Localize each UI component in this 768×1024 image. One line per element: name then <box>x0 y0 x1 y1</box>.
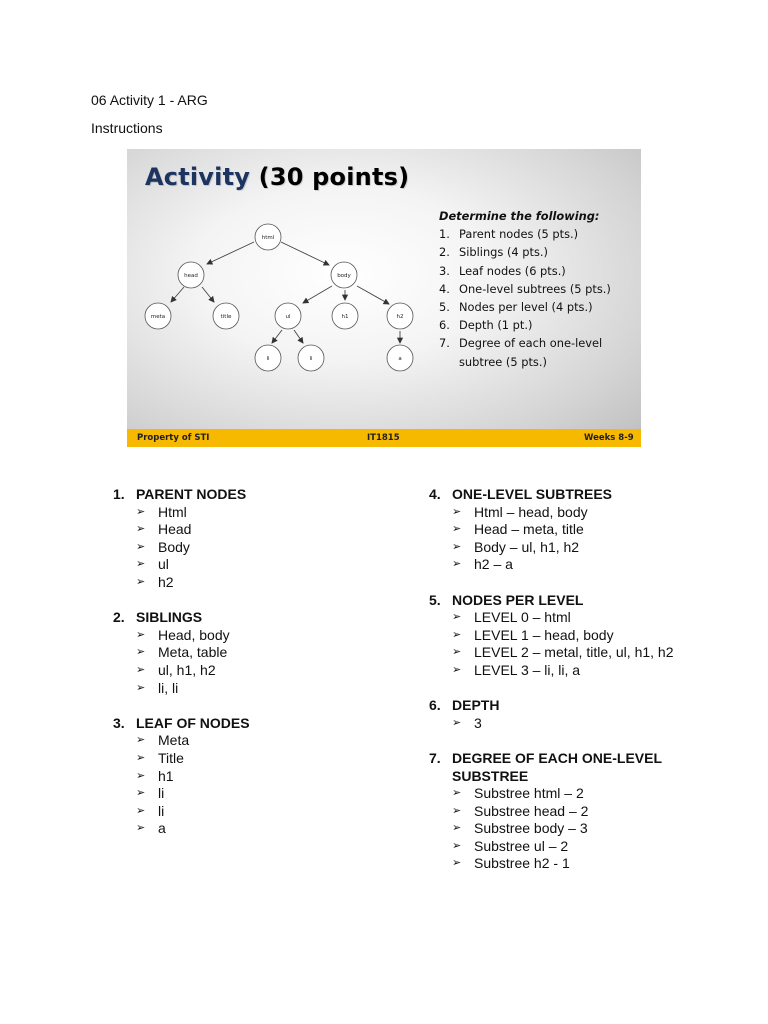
section-number: 6. <box>429 697 441 714</box>
answer-item-text: a <box>158 820 166 837</box>
slide-list-item-number: 1. <box>439 227 450 242</box>
section-number: 1. <box>113 486 125 502</box>
answer-item <box>429 838 729 856</box>
answer-item-text: Substree body – 3 <box>474 820 588 837</box>
answer-section <box>429 697 729 732</box>
arrowhead-bullet-icon: ➢ <box>136 663 146 676</box>
slide-list-item <box>439 334 639 370</box>
footer-course-code: IT1815 <box>367 433 400 443</box>
section-title: SIBLINGS <box>136 609 203 626</box>
footer-left-text: Property of STI <box>137 433 210 443</box>
arrowhead-bullet-icon: ➢ <box>136 751 146 764</box>
arrowhead-bullet-icon: ➢ <box>136 540 146 553</box>
arrowhead-bullet-icon: ➢ <box>452 611 462 624</box>
section-number: 5. <box>429 591 441 608</box>
arrowhead-bullet-icon: ➢ <box>136 769 146 782</box>
answer-item <box>429 855 729 873</box>
answer-item-text: Head <box>158 521 192 538</box>
section-title: LEAF OF NODES <box>136 714 250 731</box>
answer-item-text: LEVEL 3 – li, li, a <box>474 661 581 678</box>
slide-list-item-number: 3. <box>439 263 450 278</box>
answer-item-text: Title <box>158 749 184 766</box>
slide-list-item <box>439 262 639 280</box>
node-label-h2: h2 <box>396 314 404 320</box>
slide-list-item-text: Depth (1 pt.) <box>459 318 533 333</box>
answer-item <box>113 680 403 698</box>
arrowhead-bullet-icon: ➢ <box>452 558 462 571</box>
arrowhead-bullet-icon: ➢ <box>136 787 146 800</box>
slide-task-list <box>439 207 639 371</box>
slide-list-item-number: 6. <box>439 318 450 333</box>
edge-ul-li2 <box>294 330 303 343</box>
slide-list-item-text: Leaf nodes (6 pts.) <box>459 263 566 278</box>
node-label-h1: h1 <box>341 314 349 320</box>
instructions-label: Instructions <box>91 120 163 136</box>
slide-list-item <box>439 225 639 243</box>
answer-item <box>429 820 729 838</box>
arrowhead-bullet-icon: ➢ <box>452 505 462 518</box>
section-heading <box>113 609 403 627</box>
answer-item <box>429 539 729 557</box>
answers-left-column <box>113 486 403 855</box>
arrowhead-bullet-icon: ➢ <box>452 523 462 536</box>
edge-html-head <box>207 242 254 264</box>
arrowhead-bullet-icon: ➢ <box>452 857 462 870</box>
section-number: 4. <box>429 486 441 502</box>
slide-list-item-text: Siblings (4 pts.) <box>459 245 548 260</box>
slide-list-item <box>439 243 639 261</box>
answer-item <box>429 627 729 645</box>
answer-item <box>113 803 403 821</box>
answer-item-text: Substree html – 2 <box>474 785 584 802</box>
edge-head-meta <box>171 287 184 302</box>
section-heading <box>429 592 729 610</box>
slide-list-item-text: Nodes per level (4 pts.) <box>459 300 593 315</box>
answer-item <box>429 662 729 680</box>
answer-item <box>429 504 729 522</box>
arrowhead-bullet-icon: ➢ <box>136 628 146 641</box>
slide-list-item-text: Degree of each one-level subtree (5 pts.) <box>459 336 603 369</box>
answer-section <box>429 592 729 680</box>
answer-item-text: li <box>158 785 165 802</box>
slide-list-item-number: 2. <box>439 245 450 260</box>
answer-item <box>429 715 729 733</box>
arrowhead-bullet-icon: ➢ <box>136 505 146 518</box>
answer-item <box>429 644 729 662</box>
slide-list-item-text: Parent nodes (5 pts.) <box>459 227 579 242</box>
answer-section <box>429 486 729 574</box>
node-label-li2: li <box>309 356 313 362</box>
edge-body-h2 <box>357 286 389 304</box>
answer-section <box>113 715 403 838</box>
node-label-title: title <box>220 314 232 320</box>
answer-item-text: Body <box>158 538 190 555</box>
node-label-ul: ul <box>285 314 291 320</box>
node-label-head: head <box>184 273 198 279</box>
answer-item-text: li, li <box>158 679 179 696</box>
answer-item-text: ul <box>158 556 169 573</box>
arrowhead-bullet-icon: ➢ <box>136 575 146 588</box>
slide-list-item-number: 5. <box>439 300 450 315</box>
slide-list-item-number: 7. <box>439 336 450 351</box>
answer-item <box>113 644 403 662</box>
answer-item-text: Body – ul, h1, h2 <box>474 538 580 555</box>
section-title: PARENT NODES <box>136 486 247 502</box>
slide-title-main: Activity <box>145 163 251 191</box>
answer-item-text: Head – meta, title <box>474 521 584 538</box>
activity-slide-image <box>127 149 641 447</box>
answer-item <box>113 732 403 750</box>
node-label-li1: li <box>266 356 270 362</box>
edge-body-ul <box>303 286 332 303</box>
answers-right-column <box>429 486 729 891</box>
answer-item <box>113 785 403 803</box>
answer-item <box>429 609 729 627</box>
answer-section <box>113 486 403 592</box>
answer-item-text: h2 <box>158 573 174 590</box>
node-label-a: a <box>398 356 402 362</box>
answer-item <box>113 768 403 786</box>
arrowhead-bullet-icon: ➢ <box>452 628 462 641</box>
arrowhead-bullet-icon: ➢ <box>452 839 462 852</box>
arrowhead-bullet-icon: ➢ <box>136 804 146 817</box>
slide-list-item-number: 4. <box>439 281 450 296</box>
answer-item-text: LEVEL 1 – head, body <box>474 626 614 643</box>
answer-item-text: LEVEL 2 – metal, title, ul, h1, h2 <box>474 644 674 661</box>
node-label-body: body <box>337 273 351 279</box>
answer-item-text: Substree h2 - 1 <box>474 855 570 872</box>
section-title: DEGREE OF EACH ONE-LEVEL SUBSTREE <box>452 749 662 784</box>
answer-item <box>429 556 729 574</box>
edge-html-body <box>281 242 329 265</box>
answer-item-text: Meta, table <box>158 644 228 661</box>
answer-item-text: 3 <box>474 714 482 731</box>
section-title: ONE-LEVEL SUBTREES <box>452 486 612 502</box>
answer-item-text: Meta <box>158 732 190 749</box>
section-title: NODES PER LEVEL <box>452 591 584 608</box>
arrowhead-bullet-icon: ➢ <box>136 822 146 835</box>
arrowhead-bullet-icon: ➢ <box>136 646 146 659</box>
arrowhead-bullet-icon: ➢ <box>452 663 462 676</box>
slide-list-item-text: One-level subtrees (5 pts.) <box>459 281 611 296</box>
answer-item <box>429 785 729 803</box>
section-number: 2. <box>113 609 125 626</box>
answer-item-text: LEVEL 0 – html <box>474 609 571 626</box>
slide-list-item <box>439 316 639 334</box>
document-title: 06 Activity 1 - ARG <box>91 92 208 108</box>
answer-item <box>113 750 403 768</box>
arrowhead-bullet-icon: ➢ <box>136 523 146 536</box>
answer-item-text: li <box>158 802 165 819</box>
section-number: 3. <box>113 714 125 731</box>
section-heading <box>113 715 403 733</box>
arrowhead-bullet-icon: ➢ <box>452 540 462 553</box>
answer-item <box>429 803 729 821</box>
arrowhead-bullet-icon: ➢ <box>136 558 146 571</box>
arrowhead-bullet-icon: ➢ <box>136 681 146 694</box>
section-title: DEPTH <box>452 697 500 714</box>
section-heading <box>113 486 403 504</box>
answer-item <box>113 521 403 539</box>
section-heading <box>429 750 729 785</box>
answer-item-text: ul, h1, h2 <box>158 661 216 678</box>
answer-item <box>113 556 403 574</box>
footer-weeks: Weeks 8-9 <box>584 433 634 443</box>
answer-item-text: h2 – a <box>474 556 513 573</box>
answer-item <box>429 521 729 539</box>
arrowhead-bullet-icon: ➢ <box>452 716 462 729</box>
arrowhead-bullet-icon: ➢ <box>136 734 146 747</box>
arrowhead-bullet-icon: ➢ <box>452 822 462 835</box>
answer-item-text: h1 <box>158 767 174 784</box>
answer-item <box>113 574 403 592</box>
section-heading <box>429 486 729 504</box>
node-label-html: html <box>261 235 275 241</box>
answer-item-text: Html – head, body <box>474 503 588 520</box>
slide-list-item <box>439 298 639 316</box>
edge-ul-li1 <box>272 330 282 343</box>
arrowhead-bullet-icon: ➢ <box>452 787 462 800</box>
answer-item <box>113 504 403 522</box>
arrowhead-bullet-icon: ➢ <box>452 804 462 817</box>
arrowhead-bullet-icon: ➢ <box>452 646 462 659</box>
slide-list-item <box>439 280 639 298</box>
answer-section <box>429 750 729 873</box>
answer-item <box>113 627 403 645</box>
section-heading <box>429 697 729 715</box>
answer-item <box>113 820 403 838</box>
answer-item-text: Substree head – 2 <box>474 802 589 819</box>
answer-item-text: Head, body <box>158 626 230 643</box>
answer-section <box>113 609 403 697</box>
answer-item <box>113 662 403 680</box>
edge-head-title <box>202 287 214 302</box>
answer-item-text: Html <box>158 503 187 520</box>
slide-title-points: (30 points) <box>258 163 410 191</box>
answer-item-text: Substree ul – 2 <box>474 837 569 854</box>
slide-footer-bar <box>127 429 641 447</box>
node-label-meta: meta <box>150 314 166 320</box>
answer-item <box>113 539 403 557</box>
section-number: 7. <box>429 749 441 766</box>
slide-list-heading: Determine the following: <box>439 209 600 223</box>
